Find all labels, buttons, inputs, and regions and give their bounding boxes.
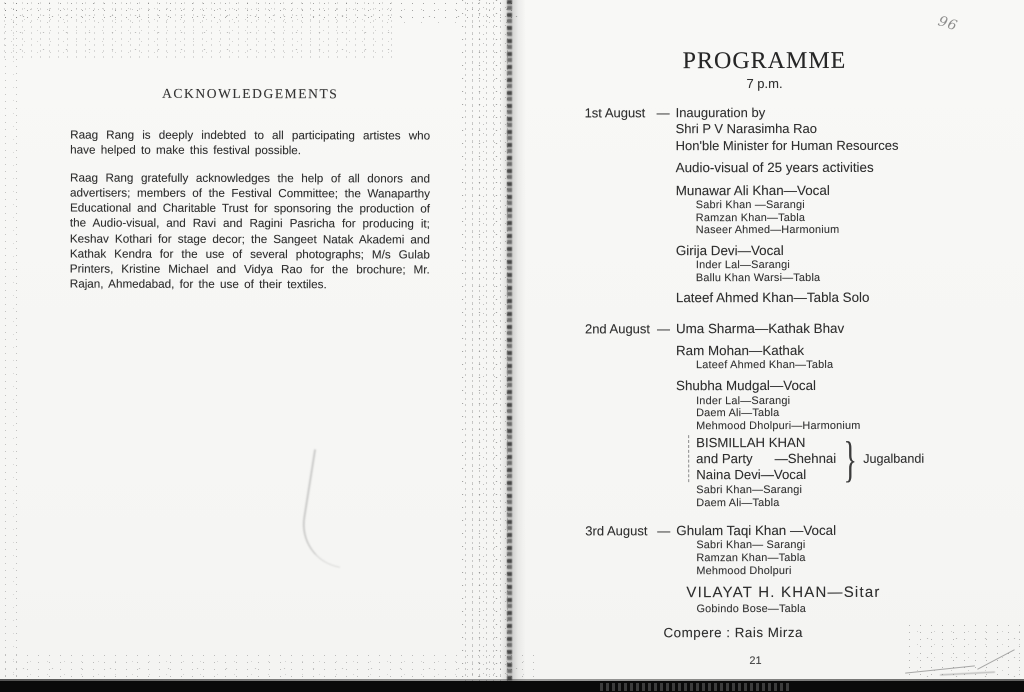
scan-black-border xyxy=(0,681,1024,692)
section-headline: Ghulam Taqi Khan —Vocal xyxy=(676,523,837,539)
jugalbandi-lines xyxy=(688,435,836,482)
scan-noise-corner xyxy=(0,0,400,60)
jugalbandi-line: BISMILLAH KHAN xyxy=(696,435,806,451)
programme-line: Ram Mohan—Kathak xyxy=(675,342,805,359)
programme-line: Lateef Ahmed Khan—Tabla xyxy=(696,359,834,372)
programme-line: Girija Devi—Vocal xyxy=(675,242,784,258)
programme-line: Inder Lal—Sarangi xyxy=(696,394,791,407)
programme-line: Munawar Ali Khan—Vocal xyxy=(675,182,830,198)
right-page xyxy=(584,48,977,667)
programme-line: Naseer Ahmed—Harmonium xyxy=(695,224,840,237)
programme-line: Ramzan Khan—Tabla xyxy=(695,211,806,224)
programme-line: Shri P V Narasimha Rao xyxy=(675,120,817,137)
page-gutter-fold-line xyxy=(507,0,512,682)
programme-line: Mehmood Dholpuri—Harmonium xyxy=(696,419,861,432)
jugalbandi-line: and Party —Shehnai xyxy=(696,450,837,467)
jugalbandi-group xyxy=(688,430,977,487)
programme-line: Sabri Khan —Sarangi xyxy=(695,198,805,212)
acknowledgements-heading: ACKNOWLEDGEMENTS xyxy=(162,85,339,102)
section-dash-separator: — xyxy=(656,321,670,337)
programme-time: 7 p.m. xyxy=(746,75,783,92)
page-gutter-speckle xyxy=(462,0,510,692)
programme-sections xyxy=(585,104,978,642)
scan-noise-top xyxy=(0,0,520,24)
jugalbandi-line: Naina Devi—Vocal xyxy=(696,466,807,482)
section-body xyxy=(663,539,977,642)
programme-line: Compere : Rais Mirza xyxy=(663,624,803,640)
scan-noise-bottom xyxy=(0,652,540,682)
scan-smudge-mark xyxy=(296,449,357,567)
programme-line: Hon'ble Minister for Human Resources xyxy=(675,137,899,153)
pencil-scribble xyxy=(940,672,995,676)
left-page xyxy=(70,86,431,306)
programme-line: Daem Ali—Tabla xyxy=(696,496,780,509)
section-date: 1st August xyxy=(584,105,646,121)
programme-line: Sabri Khan—Sarangi xyxy=(696,484,803,497)
pencil-scribble xyxy=(977,649,1015,670)
section-header xyxy=(585,522,977,540)
jugalbandi-label: Jugalbandi xyxy=(863,451,925,466)
programme-line: Sabri Khan— Sarangi xyxy=(696,539,806,552)
programme-line: Audio-visual of 25 years activities xyxy=(675,159,874,176)
section-dash-separator: — xyxy=(656,105,670,121)
section-body xyxy=(676,121,977,307)
section-body xyxy=(676,343,977,510)
programme-line: Mehmood Dholpuri xyxy=(696,564,792,577)
programme-section xyxy=(585,522,977,642)
programme-section xyxy=(585,104,977,308)
section-dash-separator: — xyxy=(657,523,671,539)
programme-line: VILAYAT H. KHAN—Sitar xyxy=(686,583,881,602)
section-header xyxy=(585,320,977,338)
handwritten-note: 96 xyxy=(936,13,960,35)
programme-line: Inder Lal—Sarangi xyxy=(695,259,791,272)
programme-line: Gobindo Bose—Tabla xyxy=(696,603,807,616)
page-gutter-shadow xyxy=(500,0,526,682)
programme-line: Lateef Ahmed Khan—Tabla Solo xyxy=(675,290,870,306)
acknowledgements-body xyxy=(70,128,430,293)
brace-glyph: } xyxy=(843,430,857,487)
section-date: 2nd August xyxy=(584,321,651,337)
acknowledgements-paragraph: Raag Rang gratefully acknowledges the help of all donors and advertisers; members of the Festival Committee; the Wanaparthy Educational and Charitable Trust for sponsoring the production of the Audio-visual, and Ravi and Ragini Pasricha for producing it; Keshav Kothari for stage decor; the Sangeet Natak Akademi and Kathak Kendra for the use of several photographs; M/s Gulab Printers, Kristine Michael and Vidya Rao for the brochure; Mr. Rajan, Ahmedabad, for the use of their textiles. xyxy=(69,171,431,292)
pencil-scribble xyxy=(905,665,975,673)
scan-border-texture xyxy=(600,683,790,691)
scan-noise-left-edge xyxy=(0,0,22,692)
section-date: 3rd August xyxy=(585,523,648,539)
programme-title: PROGRAMME xyxy=(682,47,847,75)
programme-line: Ballu Khan Warsi—Tabla xyxy=(695,271,821,285)
programme-line: Daem Ali—Tabla xyxy=(696,407,780,420)
section-header xyxy=(585,104,977,122)
section-headline: Inauguration by xyxy=(675,105,766,121)
programme-line: Ramzan Khan—Tabla xyxy=(696,551,806,565)
page-number: 21 xyxy=(749,654,762,667)
programme-line: Shubha Mudgal—Vocal xyxy=(676,378,817,394)
section-headline: Uma Sharma—Kathak Bhav xyxy=(675,320,845,337)
acknowledgements-paragraph: Raag Rang is deeply indebted to all participating artistes who have helped to make this festival possible. xyxy=(70,128,431,158)
programme-section xyxy=(585,320,977,510)
